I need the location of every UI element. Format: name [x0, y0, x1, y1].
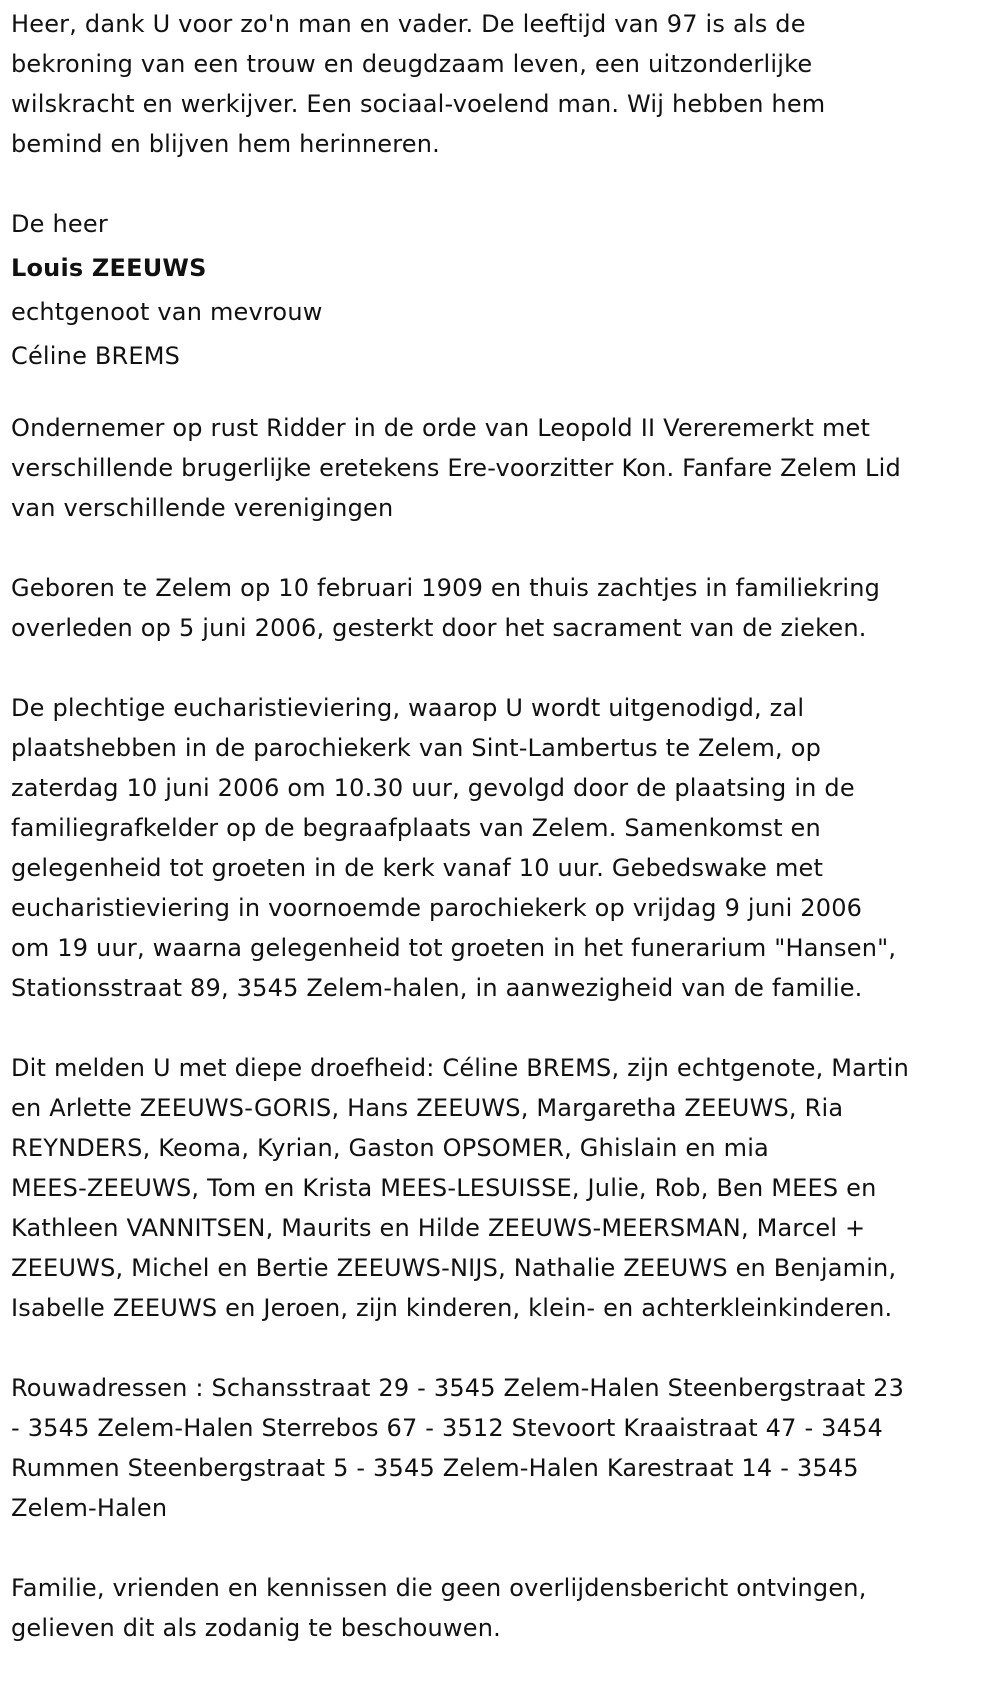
salutation: De heer	[11, 210, 108, 238]
deceased-name: Louis ZEEUWS	[11, 254, 207, 282]
spacer	[11, 1008, 1000, 1048]
ceremony-paragraph: De plechtige eucharistieviering, waarop U wordt uitgenodigd, zal plaatshebben in de parochiekerk van Sint-Lambertus te Zelem, op zaterdag 10 juni 2006 om 10.30 uur, gevolgd door de plaatsing in de familiegrafkelder op de begraafplaats van Zelem. Samenkomst en gelegenheid tot groeten in de kerk vanaf 10 uur. Gebedswake met eucharistieviering in voornoemde parochiekerk op vrijdag 9 juni 2006 om 19 uur, waarna gelegenheid tot groeten in het funerarium "Hansen", Stationsstraat 89, 3545 Zelem-halen, in aanwezigheid van de familie.	[11, 694, 897, 1002]
birth-death-paragraph: Geboren te Zelem op 10 februari 1909 en thuis zachtjes in familiekring overleden op 5 juni 2006, gesterkt door het sacrament van de zieken.	[11, 574, 881, 642]
spacer	[11, 1528, 1000, 1568]
spacer	[11, 380, 1000, 408]
intro-paragraph: Heer, dank U voor zo'n man en vader. De leeftijd van 97 is als de bekroning van een trouw en deugdzaam leven, een uitzonderlijke wilskracht en werkijver. Een sociaal-voelend man. Wij hebben hem bemind en blijven hem herinneren.	[11, 10, 826, 158]
family-paragraph: Dit melden U met diepe droefheid: Céline BREMS, zijn echtgenote, Martin en Arlette ZEEUWS-GORIS, Hans ZEEUWS, Margaretha ZEEUWS, Ria REYNDERS, Keoma, Kyrian, Gaston OPSOMER, Ghislain en mia MEES-ZEEUWS, Tom en Krista MEES-LESUISSE, Julie, Rob, Ben MEES en Kathleen VANNITSEN, Maurits en Hilde ZEEUWS-MEERSMAN, Marcel + ZEEUWS, Michel en Bertie ZEEUWS-NIJS, Nathalie ZEEUWS en Benjamin, Isabelle ZEEUWS en Jeroen, zijn kinderen, klein- en achterkleinkinderen.	[11, 1054, 910, 1322]
titles-paragraph: Ondernemer op rust Ridder in de orde van Leopold II Vereremerkt met verschillende brugerlijke eretekens Ere-voorzitter Kon. Fanfare Zelem Lid van verschillende verenigingen	[11, 414, 901, 522]
spacer	[11, 648, 1000, 688]
spouse-name: Céline BREMS	[11, 342, 181, 370]
addresses-paragraph: Rouwadressen : Schansstraat 29 - 3545 Zelem-Halen Steenbergstraat 23 - 3545 Zelem-Halen Sterrebos 67 - 3512 Stevoort Kraaistraat 47 - 3454 Rummen Steenbergstraat 5 - 3545 Zelem-Halen Karestraat 14 - 3545 Zelem-Halen	[11, 1374, 905, 1522]
spouse-intro: echtgenoot van mevrouw	[11, 298, 323, 326]
closing-paragraph: Familie, vrienden en kennissen die geen overlijdensbericht ontvingen, gelieven dit als zodanig te beschouwen.	[11, 1574, 867, 1642]
spacer	[11, 528, 1000, 568]
spacer	[11, 164, 1000, 204]
spacer	[11, 1328, 1000, 1368]
